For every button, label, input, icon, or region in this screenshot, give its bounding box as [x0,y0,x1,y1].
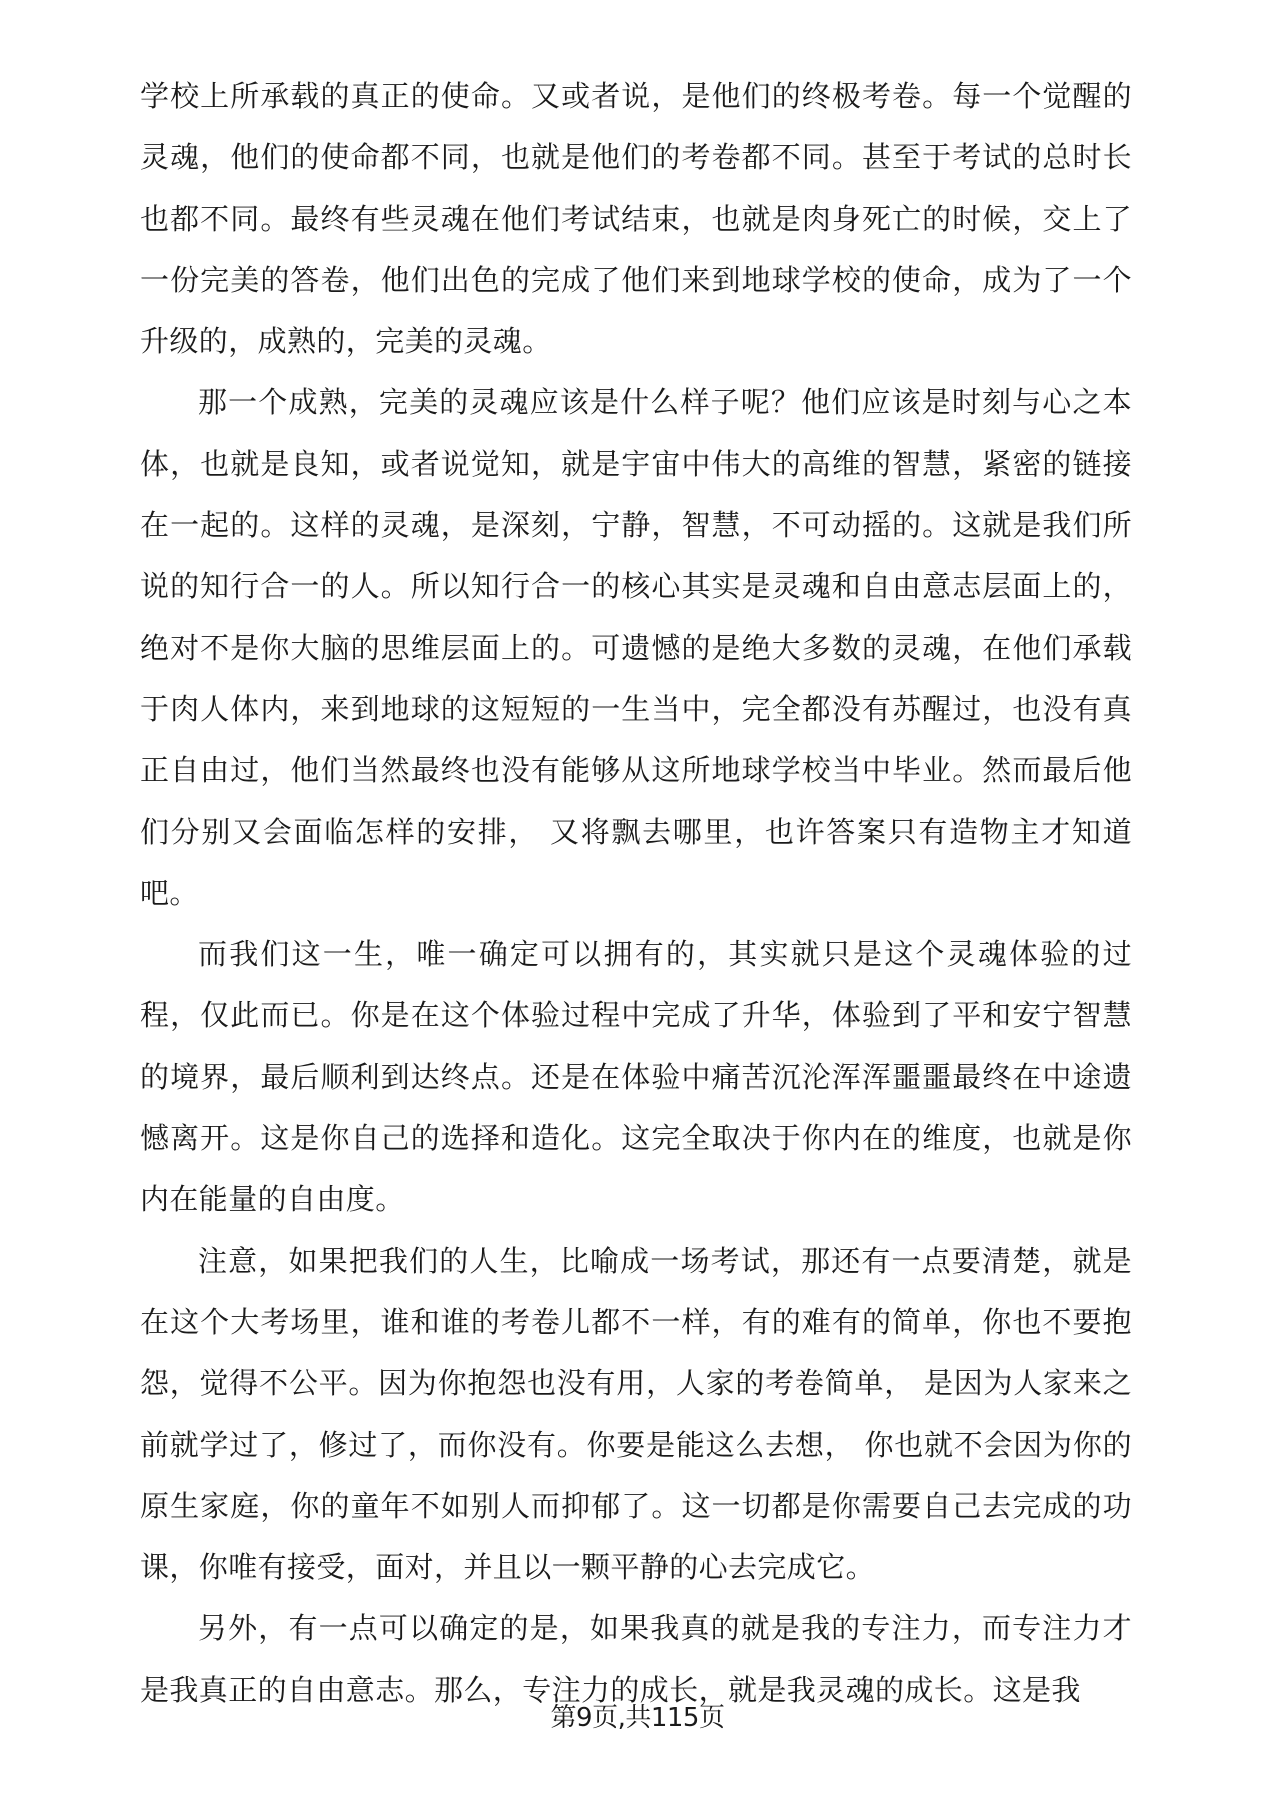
page-number-footer: 第9页,共115页 [550,1703,725,1733]
paragraph-1: 学校上所承载的真正的使命。又或者说，是他们的终极考卷。每一个觉醒的灵魂，他们的使命都不同，也就是他们的考卷都不同。甚至于考试的总时长也都不同。最终有些灵魂在他们考试结束，也就是肉身死亡的时候，交上了一份完美的答卷，他们出色的完成了他们来到地球学校的使命，成为了一个升级的，成熟的，完美的灵魂。 [140,79,1132,359]
document-body [140,66,1132,1721]
paragraph-5: 另外，有一点可以确定的是，如果我真的就是我的专注力，而专注力才是我真正的自由意志。那么，专注力的成长，就是我灵魂的成长。这是我 [140,1611,1132,1707]
paragraph-2: 那一个成熟，完美的灵魂应该是什么样子呢？他们应该是时刻与心之本体，也就是良知，或者说觉知，就是宇宙中伟大的高维的智慧，紧密的链接在一起的。这样的灵魂，是深刻，宁静，智慧，不可动摇的。这就是我们所说的知行合一的人。所以知行合一的核心其实是灵魂和自由意志层面上的，绝对不是你大脑的思维层面上的。可遗憾的是绝大多数的灵魂，在他们承载于肉人体内，来到地球的这短短的一生当中，完全都没有苏醒过，也没有真正自由过，他们当然最终也没有能够从这所地球学校当中毕业。然而最后他们分别又会面临怎样的安排， 又将飘去哪里，也许答案只有造物主才知道吧。 [140,385,1132,910]
paragraph-3: 而我们这一生，唯一确定可以拥有的，其实就只是这个灵魂体验的过程，仅此而已。你是在这个体验过程中完成了升华，体验到了平和安宁智慧的境界，最后顺利到达终点。还是在体验中痛苦沉沦浑浑噩噩最终在中途遗憾离开。这是你自己的选择和造化。这完全取决于你内在的维度，也就是你内在能量的自由度。 [140,937,1132,1217]
paragraph-4: 注意，如果把我们的人生，比喻成一场考试，那还有一点要清楚，就是在这个大考场里，谁和谁的考卷儿都不一样，有的难有的简单，你也不要抱怨，觉得不公平。因为你抱怨也没有用，人家的考卷简单， 是因为人家来之前就学过了，修过了，而你没有。你要是能这么去想， 你也就不会因为你的原生家庭，你的童年不如别人而抑郁了。这一切都是你需要自己去完成的功课，你唯有接受，面对，并且以一颗平静的心去完成它。 [140,1243,1132,1585]
